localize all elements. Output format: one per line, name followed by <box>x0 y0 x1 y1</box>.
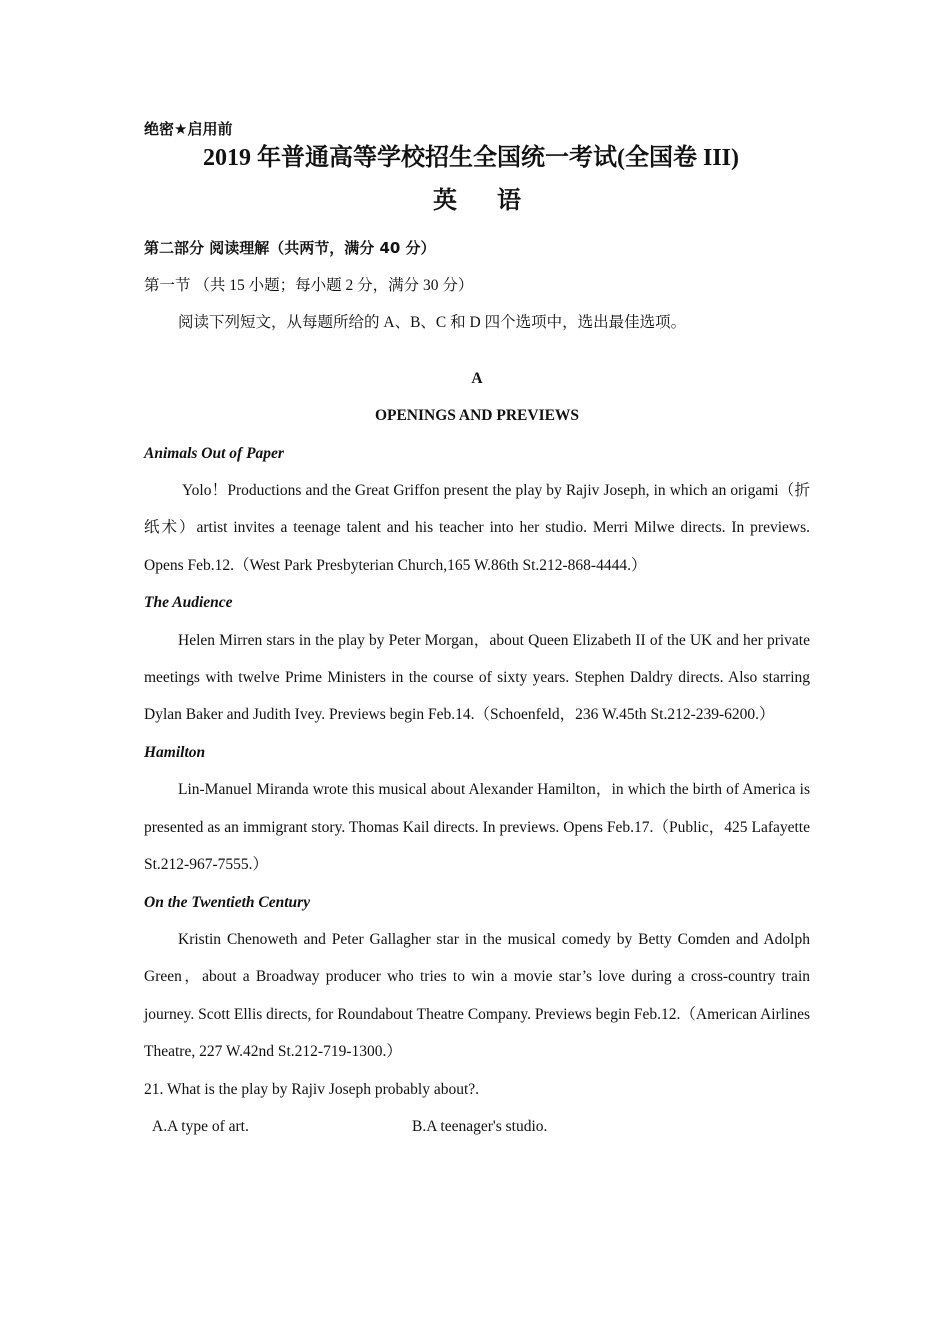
item-text: Lin-Manuel Miranda wrote this musical about Alexander Hamilton，in which the birth of America is presented as an immigrant story. Thomas Kail directs. In previews. Opens Feb.17.（Public，425 Lafayette St.212-967-7555.） <box>144 781 810 874</box>
exam-page <box>144 118 810 1145</box>
passage-letter: A <box>471 369 483 387</box>
option-a: A.A type of art. <box>152 1117 249 1135</box>
option-b: B.A teenager's studio. <box>412 1117 548 1135</box>
subject-title: 英语 <box>433 188 561 214</box>
passage-heading: OPENINGS AND PREVIEWS <box>374 407 580 425</box>
item-title: The Audience <box>144 594 233 612</box>
item-title: On the Twentieth Century <box>144 893 311 911</box>
instructions: 阅读下列短文，从每题所给的 A、B、C 和 D 四个选项中，选出最佳选项。 <box>178 314 687 332</box>
item-text: Yolo！Productions and the Great Griffon present the play by Rajiv Joseph, in which an origami（折纸术）artist invites a teenage talent and his teacher into her studio. Merri Milwe directs. In previews. Opens Feb.12.（West Park Presbyterian Church,165 W.86th St.212-868-4444.） <box>144 482 810 574</box>
confidential-label: 绝密★启用前 <box>144 120 233 138</box>
part-title: 第二部分 阅读理解（共两节，满分 40 分） <box>144 239 436 257</box>
item-text: Kristin Chenoweth and Peter Gallagher star in the musical comedy by Betty Comden and Adolph Green，about a Broadway producer who tries to win a movie star’s love during a cross-country train journey. Scott Ellis directs, for Roundabout Theatre Company. Previews begin Feb.12.（American Airlines Theatre, 227 W.42nd St.212-719-1300.） <box>144 930 810 1061</box>
item-title: Animals Out of Paper <box>144 444 284 462</box>
item-text: Helen Mirren stars in the play by Peter Morgan，about Queen Elizabeth II of the UK and her private meetings with twelve Prime Ministers in the course of sixty years. Stephen Daldry directs. Also starring Dylan Baker and Judith Ivey. Previews begin Feb.14.（Schoenfeld，236 W.45th St.212-239-6200.） <box>144 631 810 724</box>
subsection-title: 第一节 （共 15 小题；每小题 2 分，满分 30 分） <box>144 277 474 294</box>
item-title: Hamilton <box>144 743 206 761</box>
exam-title: 2019 年普通高等学校招生全国统一考试(全国卷 III) <box>202 145 739 171</box>
answer-options <box>144 1108 810 1145</box>
question-stem: 21. What is the play by Rajiv Joseph probably about?. <box>144 1080 480 1098</box>
